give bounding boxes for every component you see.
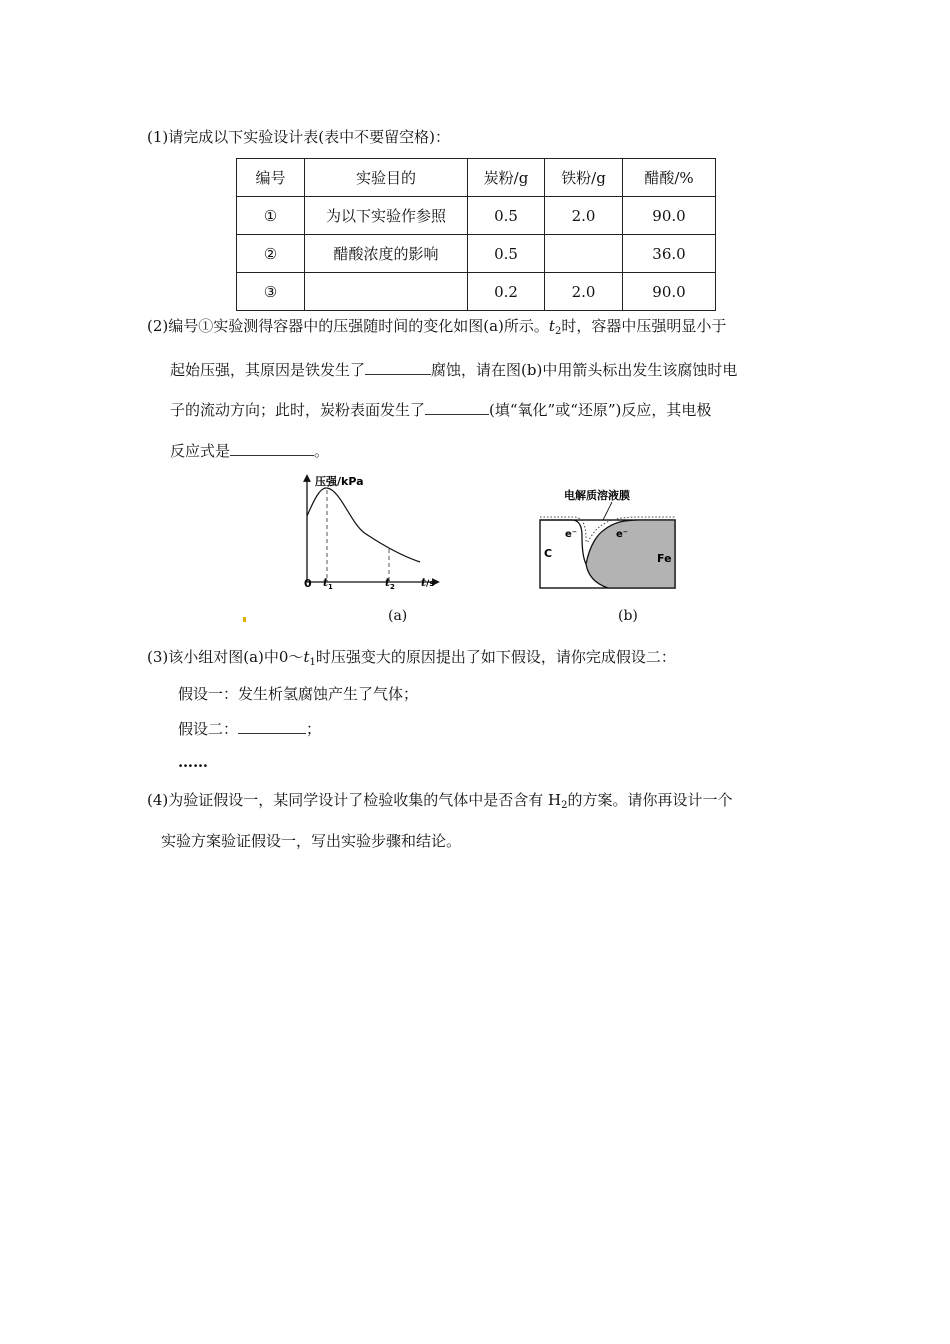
answer-blank-reaction-type[interactable] (425, 400, 489, 415)
table-cell: 0.2 (468, 273, 545, 311)
figure-b-caption: (b) (618, 608, 638, 624)
table-cell: 为以下实验作参照 (305, 197, 468, 235)
question-4-line-1 (147, 790, 733, 816)
table-header-row (237, 159, 716, 197)
table-cell: 2.0 (545, 197, 623, 235)
figure-b-corrosion-diagram (536, 484, 686, 592)
question-4-line-2: 实验方案验证假设一，写出实验步骤和结论。 (161, 832, 462, 850)
q3-text: (3)该小组对图(a)中0～ (147, 648, 304, 666)
pressure-curve (307, 488, 420, 562)
electron-label-left: e⁻ (565, 529, 578, 540)
electrolyte-film-label: 电解质溶液膜 (564, 489, 630, 502)
x-axis-label: t (421, 576, 427, 589)
iron-label: Fe (657, 552, 672, 565)
figure-a-caption: (a) (388, 608, 408, 624)
q4-text: (4)为验证假设一，某同学设计了检验收集的气体中是否含有 H (147, 791, 562, 809)
table-row (237, 273, 716, 311)
table-row (237, 235, 716, 273)
q2-text: 起始压强，其原因是铁发生了 (170, 361, 366, 379)
header-number: 编号 (237, 159, 305, 197)
q2-text: 。 (314, 442, 330, 460)
table-cell: 90.0 (623, 197, 716, 235)
t2-symbol: t (548, 317, 555, 335)
question-2-line-2 (170, 360, 737, 380)
q4-text: 的方案。请你再设计一个 (567, 791, 733, 809)
q3-text: 时压强变大的原因提出了如下假设，请你完成假设二： (315, 648, 676, 666)
q3-text: ； (306, 720, 322, 738)
table-cell: 2.0 (545, 273, 623, 311)
table-cell: 0.5 (468, 197, 545, 235)
figure-a-pressure-graph (296, 470, 456, 600)
table-cell: ① (237, 197, 305, 235)
question-1-text: (1)请完成以下实验设计表(表中不要留空格)： (147, 128, 450, 146)
question-2-line-3 (170, 400, 711, 420)
t2-label: t (385, 576, 391, 589)
header-purpose: 实验目的 (305, 159, 468, 197)
q2-text: 时，容器中压强明显小于 (561, 317, 727, 335)
q2-text: 腐蚀，请在图(b)中用箭头标出发生该腐蚀时电 (431, 361, 738, 379)
experiment-design-table (236, 158, 716, 311)
table-cell: 0.5 (468, 235, 545, 273)
answer-blank-hypothesis-2[interactable] (238, 719, 306, 734)
carbon-label: C (544, 547, 553, 560)
question-2-line-4 (170, 441, 329, 461)
q2-text: 子的流动方向；此时，炭粉表面发生了 (170, 401, 426, 419)
question-3-line-1 (147, 647, 676, 673)
t2-label-sub: 2 (390, 583, 395, 591)
header-carbon: 炭粉/g (468, 159, 545, 197)
answer-blank-corrosion-type[interactable] (365, 360, 431, 375)
answer-blank-electrode-equation[interactable] (230, 441, 314, 456)
q3-text: 假设二： (178, 720, 239, 738)
origin-label: 0 (304, 577, 312, 590)
table-row (237, 197, 716, 235)
x-axis-unit: /s (426, 579, 435, 589)
h2-subscript: 2 (561, 800, 568, 811)
ellipsis: …… (178, 753, 208, 771)
t1-label: t (323, 576, 329, 589)
table-cell: 醋酸浓度的影响 (305, 235, 468, 273)
stray-mark (243, 617, 246, 622)
header-iron: 铁粉/g (545, 159, 623, 197)
y-axis-label: 压强/kPa (315, 475, 364, 488)
table-cell: 36.0 (623, 235, 716, 273)
hypothesis-2 (178, 719, 321, 739)
table-cell: ② (237, 235, 305, 273)
hypothesis-1: 假设一：发生析氢腐蚀产生了气体； (178, 685, 419, 703)
table-cell-blank[interactable] (305, 273, 468, 311)
electron-label-right: e⁻ (616, 529, 629, 540)
question-2-line-1 (147, 316, 726, 342)
table-cell: ③ (237, 273, 305, 311)
table-cell-blank[interactable] (545, 235, 623, 273)
q2-text: (2)编号①实验测得容器中的压强随时间的变化如图(a)所示。 (147, 317, 549, 335)
table-cell: 90.0 (623, 273, 716, 311)
t1-symbol: t (303, 648, 310, 666)
t2-subscript: 2 (554, 326, 562, 337)
t1-subscript: 1 (309, 657, 316, 668)
q2-text: 反应式是 (170, 442, 231, 460)
header-acid: 醋酸/% (623, 159, 716, 197)
q2-text: (填“氧化”或“还原”)反应，其电极 (489, 401, 712, 419)
t1-label-sub: 1 (328, 583, 333, 591)
